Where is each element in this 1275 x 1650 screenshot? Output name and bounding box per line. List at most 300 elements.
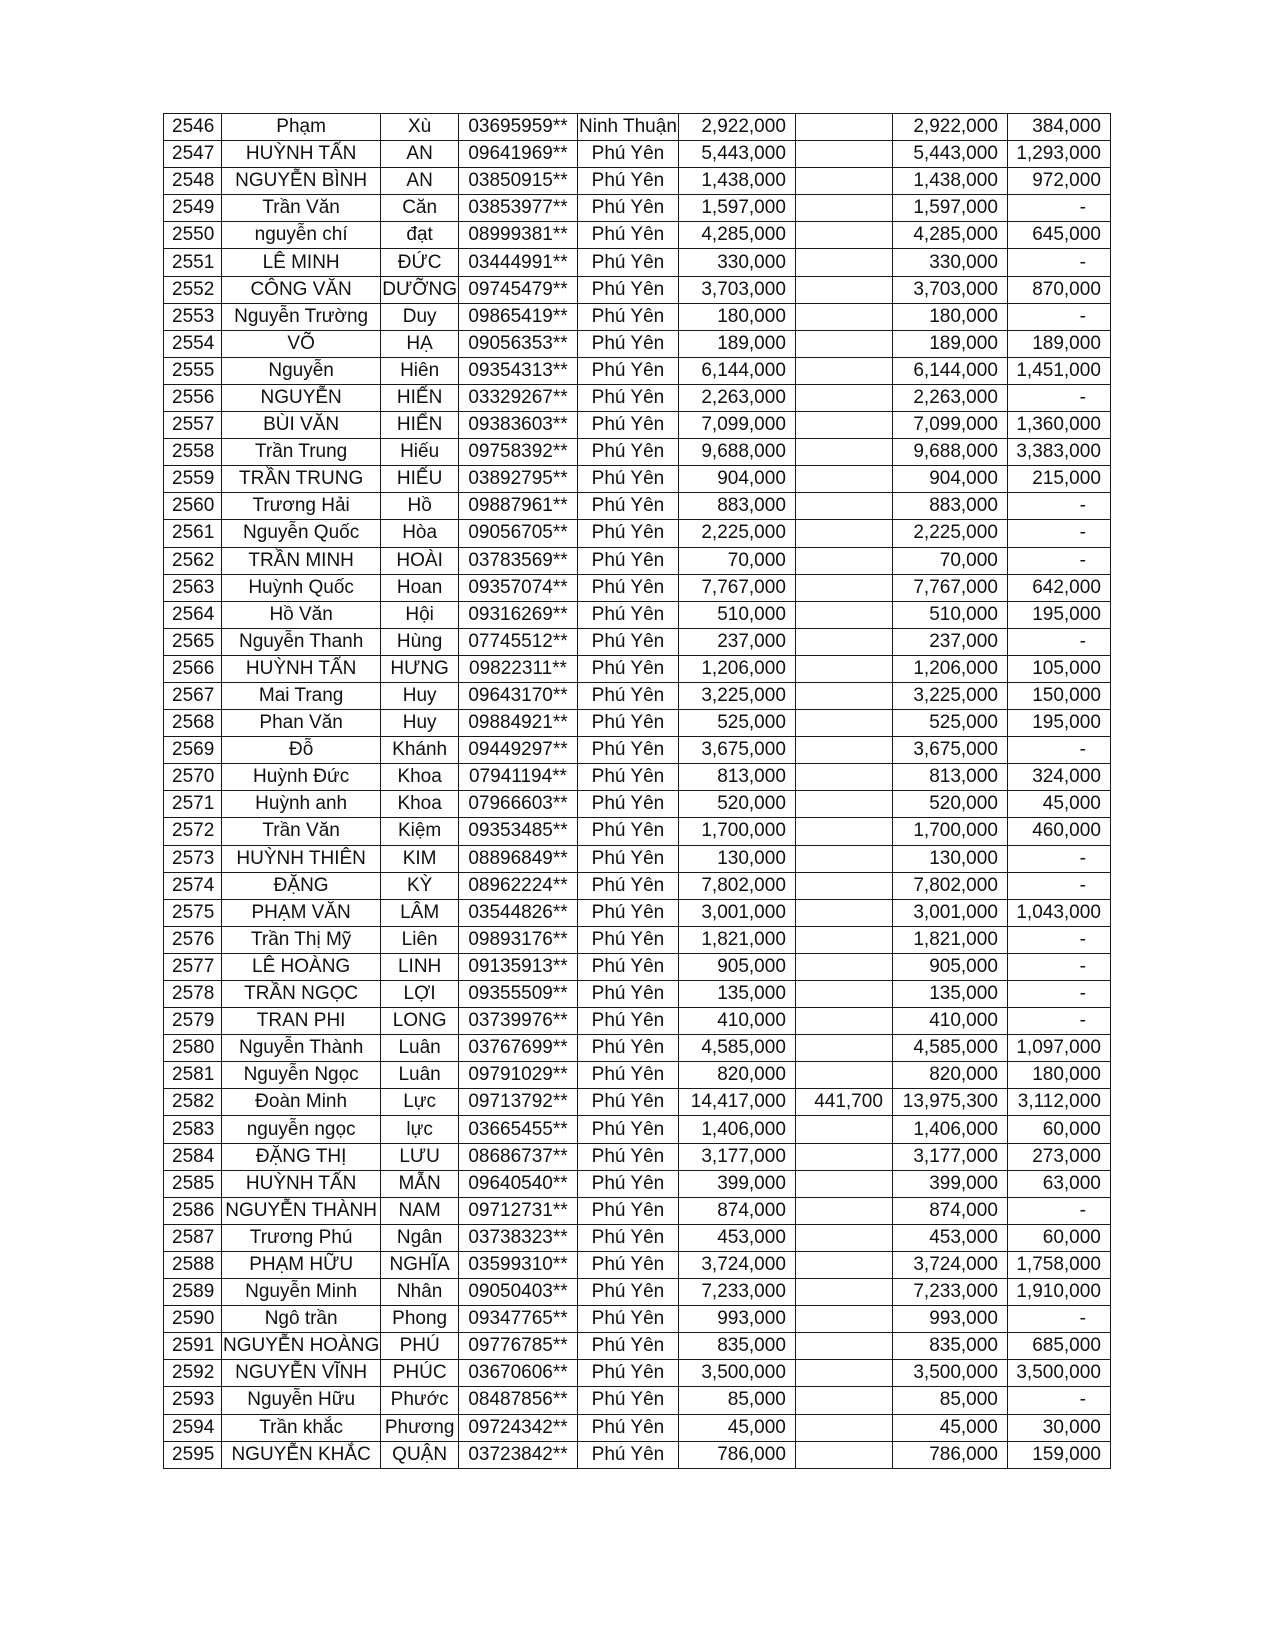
province-cell: Phú Yên: [578, 655, 679, 682]
amount-paid-cell: -: [1007, 384, 1110, 411]
amount-paid-cell: 105,000: [1007, 655, 1110, 682]
amount-net-cell: 835,000: [892, 1333, 1007, 1360]
amount-paid-cell: 972,000: [1007, 168, 1110, 195]
amount-deduction-cell: [795, 303, 892, 330]
amount-total-cell: 9,688,000: [678, 439, 795, 466]
amount-paid-cell: -: [1007, 1306, 1110, 1333]
table-row: [164, 249, 1111, 276]
amount-paid-cell: 870,000: [1007, 276, 1110, 303]
table-row: [164, 682, 1111, 709]
phone-number-cell: 07966603**: [459, 791, 578, 818]
row-number-cell: 2564: [164, 601, 222, 628]
family-name-cell: Đoàn Minh: [222, 1089, 381, 1116]
table-row: [164, 493, 1111, 520]
amount-net-cell: 874,000: [892, 1197, 1007, 1224]
amount-deduction-cell: [795, 1008, 892, 1035]
table-row: [164, 764, 1111, 791]
table-row: [164, 953, 1111, 980]
phone-number-cell: 09355509**: [459, 981, 578, 1008]
phone-number-cell: 03783569**: [459, 547, 578, 574]
table-row: [164, 439, 1111, 466]
phone-number-cell: 08962224**: [459, 872, 578, 899]
given-name-cell: Khoa: [381, 764, 459, 791]
table-row: [164, 601, 1111, 628]
row-number-cell: 2589: [164, 1279, 222, 1306]
amount-total-cell: 180,000: [678, 303, 795, 330]
amount-net-cell: 3,675,000: [892, 737, 1007, 764]
amount-paid-cell: 1,043,000: [1007, 899, 1110, 926]
province-cell: Phú Yên: [578, 953, 679, 980]
province-cell: Phú Yên: [578, 141, 679, 168]
table-row: [164, 899, 1111, 926]
province-cell: Phú Yên: [578, 764, 679, 791]
amount-net-cell: 520,000: [892, 791, 1007, 818]
given-name-cell: LỢI: [381, 981, 459, 1008]
given-name-cell: Lực: [381, 1089, 459, 1116]
table-row: [164, 357, 1111, 384]
province-cell: Phú Yên: [578, 601, 679, 628]
row-number-cell: 2556: [164, 384, 222, 411]
phone-number-cell: 07745512**: [459, 628, 578, 655]
province-cell: Phú Yên: [578, 1306, 679, 1333]
amount-net-cell: 1,406,000: [892, 1116, 1007, 1143]
row-number-cell: 2553: [164, 303, 222, 330]
province-cell: Phú Yên: [578, 195, 679, 222]
row-number-cell: 2547: [164, 141, 222, 168]
amount-net-cell: 1,821,000: [892, 926, 1007, 953]
table-row: [164, 818, 1111, 845]
family-name-cell: Nguyễn Minh: [222, 1279, 381, 1306]
given-name-cell: HIẾN: [381, 384, 459, 411]
table-row: [164, 412, 1111, 439]
amount-total-cell: 835,000: [678, 1333, 795, 1360]
family-name-cell: Nguyễn Ngọc: [222, 1062, 381, 1089]
given-name-cell: HIẾU: [381, 466, 459, 493]
given-name-cell: Ngân: [381, 1224, 459, 1251]
table-row: [164, 466, 1111, 493]
given-name-cell: đạt: [381, 222, 459, 249]
province-cell: Phú Yên: [578, 628, 679, 655]
table-row: [164, 384, 1111, 411]
amount-paid-cell: 3,500,000: [1007, 1360, 1110, 1387]
amount-paid-cell: 324,000: [1007, 764, 1110, 791]
family-name-cell: NGUYỄN KHẮC: [222, 1441, 381, 1468]
table-row: [164, 141, 1111, 168]
phone-number-cell: 07941194**: [459, 764, 578, 791]
family-name-cell: Huỳnh Đức: [222, 764, 381, 791]
amount-deduction-cell: [795, 1414, 892, 1441]
table-row: [164, 1387, 1111, 1414]
family-name-cell: TRẦN NGỌC: [222, 981, 381, 1008]
row-number-cell: 2581: [164, 1062, 222, 1089]
amount-deduction-cell: [795, 1279, 892, 1306]
family-name-cell: ĐẶNG: [222, 872, 381, 899]
family-name-cell: LÊ HOÀNG: [222, 953, 381, 980]
family-name-cell: BÙI VĂN: [222, 412, 381, 439]
amount-deduction-cell: [795, 1197, 892, 1224]
amount-paid-cell: 1,451,000: [1007, 357, 1110, 384]
family-name-cell: Huỳnh Quốc: [222, 574, 381, 601]
phone-number-cell: 09353485**: [459, 818, 578, 845]
province-cell: Phú Yên: [578, 845, 679, 872]
amount-deduction-cell: [795, 818, 892, 845]
province-cell: Phú Yên: [578, 276, 679, 303]
row-number-cell: 2567: [164, 682, 222, 709]
table-row: [164, 168, 1111, 195]
province-cell: Phú Yên: [578, 1143, 679, 1170]
phone-number-cell: 09354313**: [459, 357, 578, 384]
amount-total-cell: 1,438,000: [678, 168, 795, 195]
amount-deduction-cell: [795, 357, 892, 384]
family-name-cell: nguyễn ngọc: [222, 1116, 381, 1143]
family-name-cell: Phan Văn: [222, 710, 381, 737]
amount-total-cell: 3,703,000: [678, 276, 795, 303]
family-name-cell: Nguyễn: [222, 357, 381, 384]
table-row: [164, 520, 1111, 547]
given-name-cell: KỲ: [381, 872, 459, 899]
row-number-cell: 2576: [164, 926, 222, 953]
amount-deduction-cell: [795, 682, 892, 709]
row-number-cell: 2570: [164, 764, 222, 791]
family-name-cell: Đỗ: [222, 737, 381, 764]
row-number-cell: 2590: [164, 1306, 222, 1333]
given-name-cell: Căn: [381, 195, 459, 222]
amount-paid-cell: 63,000: [1007, 1170, 1110, 1197]
table-row: [164, 1197, 1111, 1224]
amount-deduction-cell: [795, 1170, 892, 1197]
amount-paid-cell: 1,758,000: [1007, 1251, 1110, 1278]
table-row: [164, 1089, 1111, 1116]
amount-deduction-cell: [795, 384, 892, 411]
family-name-cell: VÕ: [222, 330, 381, 357]
amount-deduction-cell: [795, 493, 892, 520]
province-cell: Phú Yên: [578, 1251, 679, 1278]
amount-total-cell: 3,225,000: [678, 682, 795, 709]
amount-total-cell: 905,000: [678, 953, 795, 980]
given-name-cell: Khoa: [381, 791, 459, 818]
phone-number-cell: 08487856**: [459, 1387, 578, 1414]
amount-net-cell: 904,000: [892, 466, 1007, 493]
amount-paid-cell: -: [1007, 1197, 1110, 1224]
row-number-cell: 2587: [164, 1224, 222, 1251]
amount-total-cell: 7,099,000: [678, 412, 795, 439]
province-cell: Phú Yên: [578, 981, 679, 1008]
table-row: [164, 872, 1111, 899]
phone-number-cell: 09135913**: [459, 953, 578, 980]
given-name-cell: HẠ: [381, 330, 459, 357]
row-number-cell: 2565: [164, 628, 222, 655]
amount-paid-cell: 45,000: [1007, 791, 1110, 818]
amount-paid-cell: 273,000: [1007, 1143, 1110, 1170]
family-name-cell: CÔNG VĂN: [222, 276, 381, 303]
amount-net-cell: 993,000: [892, 1306, 1007, 1333]
given-name-cell: Hội: [381, 601, 459, 628]
amount-net-cell: 13,975,300: [892, 1089, 1007, 1116]
family-name-cell: ĐẶNG THỊ: [222, 1143, 381, 1170]
amount-paid-cell: 1,097,000: [1007, 1035, 1110, 1062]
row-number-cell: 2571: [164, 791, 222, 818]
phone-number-cell: 03892795**: [459, 466, 578, 493]
province-cell: Phú Yên: [578, 1008, 679, 1035]
given-name-cell: Xù: [381, 114, 459, 141]
amount-net-cell: 189,000: [892, 330, 1007, 357]
amount-total-cell: 85,000: [678, 1387, 795, 1414]
amount-total-cell: 70,000: [678, 547, 795, 574]
row-number-cell: 2560: [164, 493, 222, 520]
given-name-cell: Hoan: [381, 574, 459, 601]
phone-number-cell: 09712731**: [459, 1197, 578, 1224]
family-name-cell: Trần khắc: [222, 1414, 381, 1441]
given-name-cell: Hiên: [381, 357, 459, 384]
amount-net-cell: 330,000: [892, 249, 1007, 276]
family-name-cell: Trần Thị Mỹ: [222, 926, 381, 953]
family-name-cell: Trương Phú: [222, 1224, 381, 1251]
table-row: [164, 737, 1111, 764]
row-number-cell: 2558: [164, 439, 222, 466]
province-cell: Phú Yên: [578, 249, 679, 276]
amount-total-cell: 135,000: [678, 981, 795, 1008]
amount-total-cell: 4,285,000: [678, 222, 795, 249]
phone-number-cell: 03599310**: [459, 1251, 578, 1278]
phone-number-cell: 09713792**: [459, 1089, 578, 1116]
family-name-cell: Nguyễn Thành: [222, 1035, 381, 1062]
amount-paid-cell: -: [1007, 1387, 1110, 1414]
table-row: [164, 1279, 1111, 1306]
amount-paid-cell: 195,000: [1007, 710, 1110, 737]
given-name-cell: NAM: [381, 1197, 459, 1224]
amount-net-cell: 1,700,000: [892, 818, 1007, 845]
family-name-cell: NGUYỄN THÀNH: [222, 1197, 381, 1224]
amount-deduction-cell: [795, 1143, 892, 1170]
table-row: [164, 114, 1111, 141]
province-cell: Phú Yên: [578, 168, 679, 195]
table-row: [164, 791, 1111, 818]
province-cell: Phú Yên: [578, 1170, 679, 1197]
amount-net-cell: 905,000: [892, 953, 1007, 980]
given-name-cell: DƯỠNG: [381, 276, 459, 303]
amount-total-cell: 520,000: [678, 791, 795, 818]
amount-total-cell: 813,000: [678, 764, 795, 791]
amount-total-cell: 3,500,000: [678, 1360, 795, 1387]
row-number-cell: 2552: [164, 276, 222, 303]
amount-paid-cell: 3,112,000: [1007, 1089, 1110, 1116]
table-row: [164, 574, 1111, 601]
row-number-cell: 2554: [164, 330, 222, 357]
amount-net-cell: 883,000: [892, 493, 1007, 520]
row-number-cell: 2592: [164, 1360, 222, 1387]
phone-number-cell: 09383603**: [459, 412, 578, 439]
row-number-cell: 2583: [164, 1116, 222, 1143]
amount-net-cell: 7,099,000: [892, 412, 1007, 439]
amount-net-cell: 6,144,000: [892, 357, 1007, 384]
phone-number-cell: 09887961**: [459, 493, 578, 520]
amount-paid-cell: 384,000: [1007, 114, 1110, 141]
table-body: [164, 114, 1111, 1469]
amount-total-cell: 993,000: [678, 1306, 795, 1333]
given-name-cell: LONG: [381, 1008, 459, 1035]
amount-net-cell: 525,000: [892, 710, 1007, 737]
amount-total-cell: 453,000: [678, 1224, 795, 1251]
table-row: [164, 1441, 1111, 1468]
amount-net-cell: 3,177,000: [892, 1143, 1007, 1170]
table-row: [164, 195, 1111, 222]
amount-paid-cell: 645,000: [1007, 222, 1110, 249]
province-cell: Phú Yên: [578, 574, 679, 601]
row-number-cell: 2549: [164, 195, 222, 222]
amount-net-cell: 237,000: [892, 628, 1007, 655]
row-number-cell: 2562: [164, 547, 222, 574]
amount-paid-cell: -: [1007, 249, 1110, 276]
amount-deduction-cell: [795, 737, 892, 764]
amount-total-cell: 883,000: [678, 493, 795, 520]
table-row: [164, 926, 1111, 953]
phone-number-cell: 09745479**: [459, 276, 578, 303]
amount-deduction-cell: [795, 1116, 892, 1143]
row-number-cell: 2593: [164, 1387, 222, 1414]
amount-deduction-cell: [795, 1224, 892, 1251]
amount-total-cell: 1,406,000: [678, 1116, 795, 1143]
table-row: [164, 845, 1111, 872]
given-name-cell: AN: [381, 168, 459, 195]
row-number-cell: 2548: [164, 168, 222, 195]
province-cell: Phú Yên: [578, 330, 679, 357]
row-number-cell: 2550: [164, 222, 222, 249]
amount-paid-cell: 150,000: [1007, 682, 1110, 709]
row-number-cell: 2563: [164, 574, 222, 601]
phone-number-cell: 09822311**: [459, 655, 578, 682]
province-cell: Phú Yên: [578, 1035, 679, 1062]
amount-total-cell: 3,001,000: [678, 899, 795, 926]
amount-total-cell: 1,700,000: [678, 818, 795, 845]
given-name-cell: Kiệm: [381, 818, 459, 845]
amount-paid-cell: 642,000: [1007, 574, 1110, 601]
phone-number-cell: 08686737**: [459, 1143, 578, 1170]
phone-number-cell: 09641969**: [459, 141, 578, 168]
row-number-cell: 2573: [164, 845, 222, 872]
phone-number-cell: 03738323**: [459, 1224, 578, 1251]
amount-deduction-cell: 441,700: [795, 1089, 892, 1116]
amount-net-cell: 135,000: [892, 981, 1007, 1008]
amount-deduction-cell: [795, 412, 892, 439]
given-name-cell: Khánh: [381, 737, 459, 764]
amount-deduction-cell: [795, 1387, 892, 1414]
province-cell: Phú Yên: [578, 1414, 679, 1441]
amount-deduction-cell: [795, 195, 892, 222]
family-name-cell: NGUYỄN HOÀNG: [222, 1333, 381, 1360]
amount-total-cell: 45,000: [678, 1414, 795, 1441]
given-name-cell: NGHĨA: [381, 1251, 459, 1278]
phone-number-cell: 09056705**: [459, 520, 578, 547]
amount-total-cell: 510,000: [678, 601, 795, 628]
given-name-cell: MẪN: [381, 1170, 459, 1197]
amount-deduction-cell: [795, 710, 892, 737]
table-row: [164, 1306, 1111, 1333]
amount-deduction-cell: [795, 168, 892, 195]
amount-deduction-cell: [795, 520, 892, 547]
amount-deduction-cell: [795, 249, 892, 276]
family-name-cell: NGUYỄN BÌNH: [222, 168, 381, 195]
family-name-cell: HUỲNH TẤN: [222, 655, 381, 682]
amount-paid-cell: 189,000: [1007, 330, 1110, 357]
table-row: [164, 303, 1111, 330]
amount-deduction-cell: [795, 1251, 892, 1278]
given-name-cell: PHÚ: [381, 1333, 459, 1360]
row-number-cell: 2579: [164, 1008, 222, 1035]
amount-net-cell: 7,802,000: [892, 872, 1007, 899]
family-name-cell: PHẠM HỮU: [222, 1251, 381, 1278]
phone-number-cell: 09056353**: [459, 330, 578, 357]
amount-paid-cell: -: [1007, 195, 1110, 222]
row-number-cell: 2578: [164, 981, 222, 1008]
amount-total-cell: 410,000: [678, 1008, 795, 1035]
phone-number-cell: 09449297**: [459, 737, 578, 764]
amount-deduction-cell: [795, 1306, 892, 1333]
amount-net-cell: 130,000: [892, 845, 1007, 872]
amount-paid-cell: 159,000: [1007, 1441, 1110, 1468]
amount-net-cell: 1,597,000: [892, 195, 1007, 222]
table-row: [164, 1008, 1111, 1035]
province-cell: Phú Yên: [578, 1387, 679, 1414]
given-name-cell: Liên: [381, 926, 459, 953]
amount-total-cell: 237,000: [678, 628, 795, 655]
phone-number-cell: 09643170**: [459, 682, 578, 709]
family-name-cell: NGUYỄN VĨNH: [222, 1360, 381, 1387]
province-cell: Phú Yên: [578, 926, 679, 953]
amount-net-cell: 2,263,000: [892, 384, 1007, 411]
amount-deduction-cell: [795, 1441, 892, 1468]
phone-number-cell: 03670606**: [459, 1360, 578, 1387]
table-row: [164, 1333, 1111, 1360]
family-name-cell: HUỲNH TẤN: [222, 141, 381, 168]
row-number-cell: 2586: [164, 1197, 222, 1224]
given-name-cell: Phương: [381, 1414, 459, 1441]
amount-deduction-cell: [795, 114, 892, 141]
amount-total-cell: 1,597,000: [678, 195, 795, 222]
phone-number-cell: 09347765**: [459, 1306, 578, 1333]
family-name-cell: Trần Văn: [222, 195, 381, 222]
amount-total-cell: 904,000: [678, 466, 795, 493]
family-name-cell: TRẦN TRUNG: [222, 466, 381, 493]
amount-total-cell: 820,000: [678, 1062, 795, 1089]
amount-total-cell: 4,585,000: [678, 1035, 795, 1062]
amount-deduction-cell: [795, 791, 892, 818]
amount-deduction-cell: [795, 276, 892, 303]
amount-deduction-cell: [795, 141, 892, 168]
amount-total-cell: 5,443,000: [678, 141, 795, 168]
family-name-cell: HUỲNH TẤN: [222, 1170, 381, 1197]
row-number-cell: 2582: [164, 1089, 222, 1116]
amount-total-cell: 525,000: [678, 710, 795, 737]
given-name-cell: HIỂN: [381, 412, 459, 439]
given-name-cell: Hiếu: [381, 439, 459, 466]
phone-number-cell: 03665455**: [459, 1116, 578, 1143]
given-name-cell: HƯNG: [381, 655, 459, 682]
amount-net-cell: 813,000: [892, 764, 1007, 791]
amount-net-cell: 2,922,000: [892, 114, 1007, 141]
table-row: [164, 1360, 1111, 1387]
amount-deduction-cell: [795, 330, 892, 357]
amount-paid-cell: -: [1007, 547, 1110, 574]
table-row: [164, 276, 1111, 303]
row-number-cell: 2595: [164, 1441, 222, 1468]
amount-paid-cell: -: [1007, 1008, 1110, 1035]
amount-total-cell: 3,177,000: [678, 1143, 795, 1170]
amount-net-cell: 3,724,000: [892, 1251, 1007, 1278]
row-number-cell: 2551: [164, 249, 222, 276]
amount-net-cell: 3,225,000: [892, 682, 1007, 709]
province-cell: Phú Yên: [578, 493, 679, 520]
given-name-cell: PHÚC: [381, 1360, 459, 1387]
